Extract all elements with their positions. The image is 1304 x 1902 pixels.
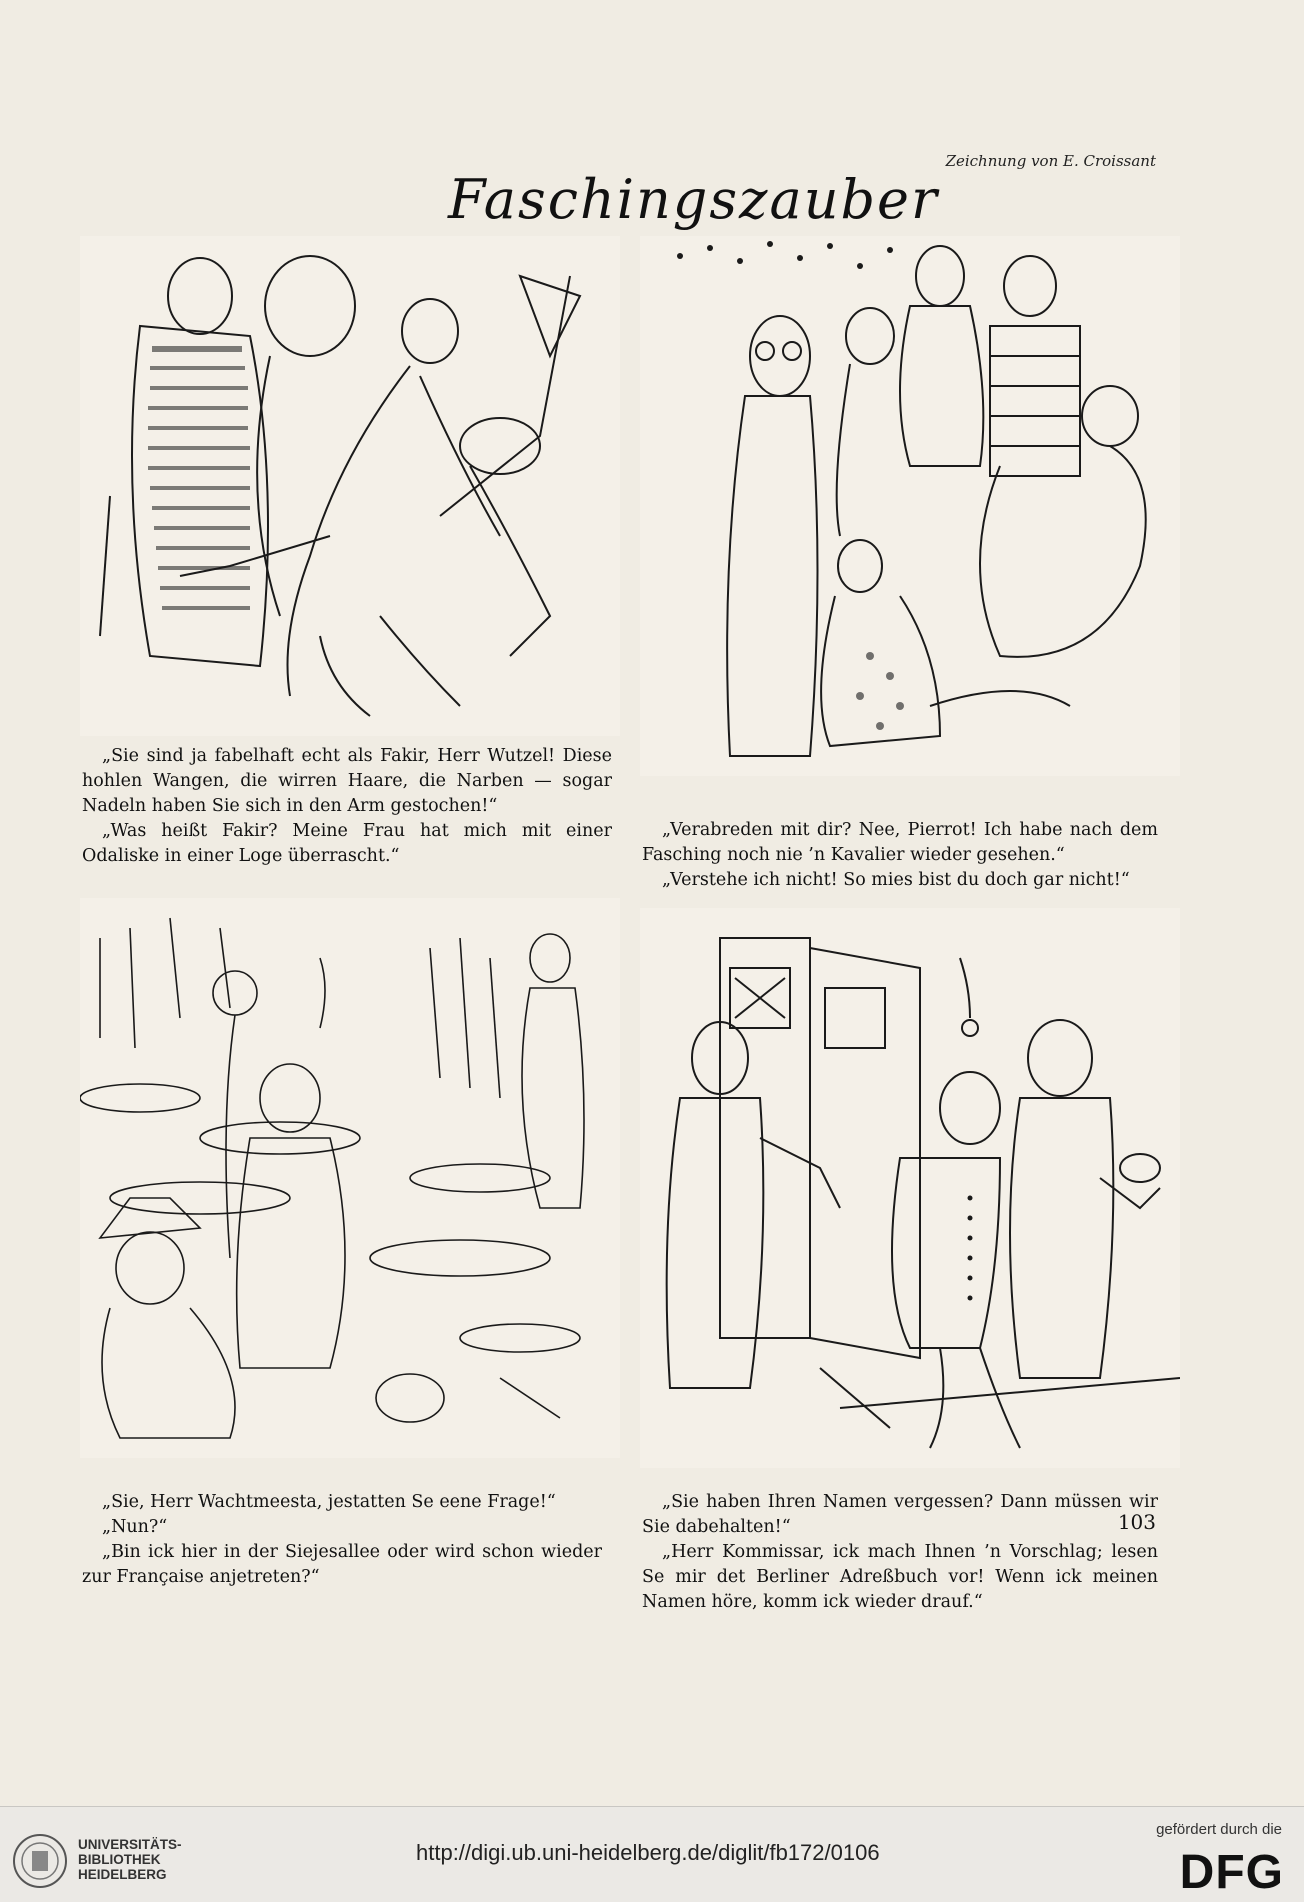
funded-by-label: gefördert durch die: [1156, 1821, 1282, 1838]
illustration-pierrot: [640, 236, 1180, 776]
library-seal-icon: [12, 1833, 68, 1889]
pierrot-drawing: [640, 236, 1180, 776]
footer-bar: [0, 1806, 1304, 1902]
institution-line: UNIVERSITÄTS-: [78, 1837, 182, 1852]
illustration-kommissar: [640, 908, 1180, 1468]
caption-wachtmeester: [82, 1490, 602, 1590]
illustration-wachtmeester: [80, 898, 620, 1458]
caption-kommissar: [642, 1490, 1158, 1615]
kommissar-drawing: [640, 908, 1180, 1468]
caption-line: „Sie, Herr Wachtmeesta, jestatten Se eene Frage!“: [102, 1492, 556, 1512]
permalink-url[interactable]: http://digi.ub.uni-heidelberg.de/diglit/fb172/0106: [416, 1840, 880, 1865]
university-library-logo: [12, 1831, 192, 1891]
fakir-drawing: [80, 236, 620, 736]
illustration-fakir: [80, 236, 620, 736]
caption-line: „Sie haben Ihren Namen vergessen? Dann müssen wir Sie dabehalten!“: [642, 1492, 1158, 1537]
university-library-name: [78, 1837, 182, 1882]
illustrator-credit: Zeichnung von E. Croissant: [945, 152, 1156, 170]
caption-line: „Verabreden mit dir? Nee, Pierrot! Ich habe nach dem Fasching noch nie ’n Kavalier wieder gesehen.“: [642, 820, 1158, 865]
page-title: Faschingszauber: [448, 168, 939, 231]
institution-line: BIBLIOTHEK: [78, 1852, 161, 1867]
caption-line: „Sie sind ja fabelhaft echt als Fakir, Herr Wutzel! Diese hohlen Wangen, die wirren Haare, die Narben — sogar Nadeln haben Sie sich in den Arm gestochen!“: [82, 746, 612, 816]
caption-fakir: [82, 744, 612, 869]
page-number: 103: [1117, 1510, 1156, 1534]
caption-line: „Nun?“: [102, 1517, 168, 1537]
caption-line: „Herr Kommissar, ick mach Ihnen ’n Vorschlag; lesen Se mir det Berliner Adreßbuch vor! Wenn ick meinen Namen höre, komm ick wieder drauf.“: [642, 1542, 1158, 1612]
institution-line: HEIDELBERG: [78, 1867, 167, 1882]
caption-pierrot: [642, 818, 1158, 893]
dfg-logo: DFG: [1179, 1846, 1284, 1899]
caption-line: „Was heißt Fakir? Meine Frau hat mich mit einer Odaliske in einer Loge überrascht.“: [82, 821, 612, 866]
caption-line: „Verstehe ich nicht! So mies bist du doch gar nicht!“: [662, 870, 1130, 890]
wachtmeester-drawing: [80, 898, 620, 1458]
caption-line: „Bin ick hier in der Siejesallee oder wird schon wieder zur Française anjetreten?“: [82, 1542, 602, 1587]
